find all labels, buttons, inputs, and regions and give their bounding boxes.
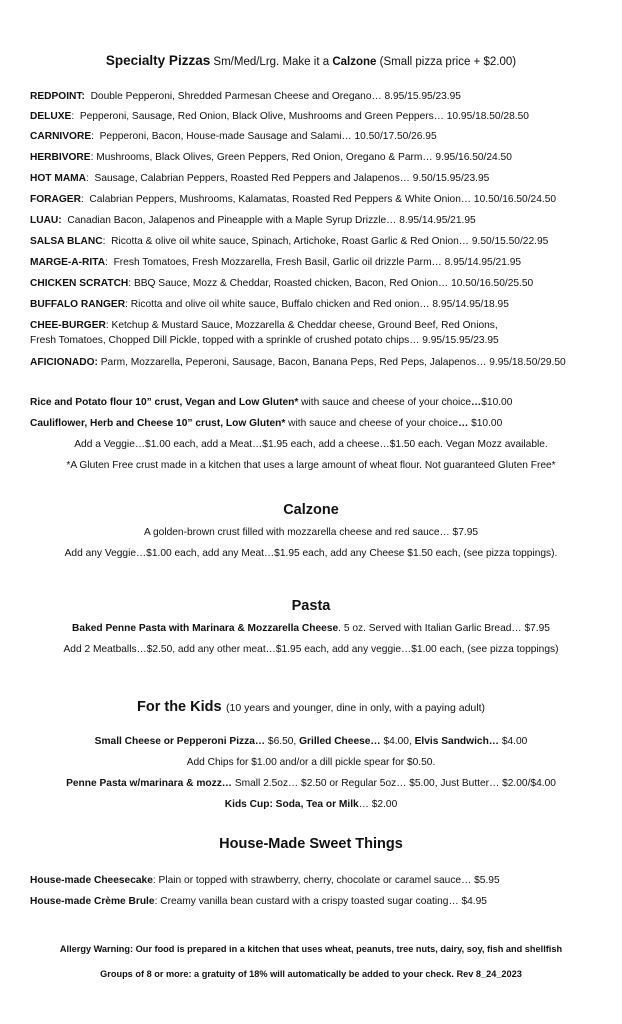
pasta-item <box>0 622 622 635</box>
kids-penne <box>0 777 622 790</box>
calzone-title: Calzone <box>283 502 339 518</box>
crust-desc: with sauce and cheese of your choice <box>285 418 459 429</box>
pizza-desc: : Ricotta and olive oil white sauce, Buffalo chicken and Red onion… 8.95/14.95/18.95 <box>125 299 509 310</box>
pizza-name: CHICKEN SCRATCH <box>30 278 129 289</box>
kids-item-desc: Small 2.5oz… $2.50 or Regular 5oz… $5.00, Just Butter… $2.00/$4.00 <box>231 778 556 789</box>
pizza-name: AFICIONADO: <box>30 357 98 368</box>
kids-item-price: $6.50, <box>265 736 300 747</box>
pizza-item <box>30 172 605 185</box>
kids-item-name: Elvis Sandwich… <box>414 736 499 747</box>
pizza-name: CARNIVORE <box>30 131 92 142</box>
pizza-desc: : Calabrian Peppers, Mushrooms, Kalamatas, Roasted Red Peppers & White Onion… 10.50/16.50/24.50 <box>80 194 557 205</box>
calzone-note: (Small pizza price + $2.00) <box>379 56 517 68</box>
calzone-addons: Add any Veggie…$1.00 each, add any Meat…$1.95 each, add any Cheese $1.50 each, (see pizza toppings). <box>64 548 558 559</box>
pizza-item <box>30 130 605 143</box>
pizza-desc: Canadian Bacon, Jalapenos and Pineapple with a Maple Syrup Drizzle… 8.95/14.95/21.95 <box>61 215 476 226</box>
crust-desc: with sauce and cheese of your choice <box>298 397 472 408</box>
rice-potato-crust <box>30 396 605 409</box>
pizza-name: HOT MAMA <box>30 173 87 184</box>
kids-item-name: Penne Pasta w/marinara & mozz… <box>66 778 232 789</box>
dessert-desc: : Creamy vanilla bean custard with a crispy toasted sugar coating… $4.95 <box>154 896 487 907</box>
pizza-name: LUAU: <box>30 215 62 226</box>
allergy-warning: Allergy Warning: Our food is prepared in a kitchen that uses wheat, peanuts, tree nuts, dairy, soy, fish and shellfish <box>59 944 563 954</box>
pizza-item <box>30 356 605 369</box>
specialty-pizzas-header <box>0 53 622 68</box>
kids-title: For the Kids <box>136 699 222 715</box>
pizza-item <box>30 277 605 290</box>
pizza-name: DELUXE <box>30 111 72 122</box>
kids-item-price: $4.00 <box>498 736 528 747</box>
pizza-name: FORAGER <box>30 194 81 205</box>
crust-price: $10.00 <box>481 397 513 408</box>
pizza-name: CHEE-BURGER <box>30 320 106 331</box>
dots: … <box>471 397 482 408</box>
pasta-title: Pasta <box>291 598 331 614</box>
pizza-desc: Double Pepperoni, Shredded Parmesan Cheese and Oregano… 8.95/15.95/23.95 <box>84 91 461 102</box>
pizza-desc: Parm, Mozzarella, Peperoni, Sausage, Bacon, Banana Peps, Red Peps, Jalapenos… 9.95/18.50/29.50 <box>97 357 566 368</box>
pizza-desc-continued: Fresh Tomatoes, Chopped Dill Pickle, topped with a sprinkle of crushed potato chips… 9.95/15.95/23.95 <box>30 335 499 346</box>
calzone-word: Calzone <box>332 56 377 68</box>
dessert-name: House-made Crème Brule <box>30 896 155 907</box>
kids-item-name: Kids Cup: Soda, Tea or Milk <box>224 799 359 810</box>
cheesecake-item <box>30 874 605 887</box>
kids-item-price: $4.00, <box>380 736 415 747</box>
crust-name: Rice and Potato flour 10” crust, Vegan and Low Gluten* <box>30 397 299 408</box>
dots: … <box>458 418 469 429</box>
pizza-item <box>30 214 605 227</box>
pizza-item <box>30 256 605 269</box>
kids-item-price: … $2.00 <box>358 799 398 810</box>
gratuity-note: Groups of 8 or more: a gratuity of 18% will automatically be added to your check. Rev 8_24_2023 <box>100 969 522 979</box>
pasta-addons: Add 2 Meatballs…$2.50, add any other meat…$1.95 each, add any veggie…$1.00 each, (see pizza toppings) <box>63 644 559 655</box>
pizza-item <box>30 110 605 123</box>
kids-header <box>0 698 622 716</box>
sizes-text: Sm/Med/Lrg. Make it a <box>213 56 330 68</box>
kids-chips: Add Chips for $1.00 and/or a dill pickle spear for $0.50. <box>186 757 436 768</box>
dessert-desc: : Plain or topped with strawberry, cherry, chocolate or caramel sauce… $5.95 <box>152 875 500 886</box>
kids-item-name: Small Cheese or Pepperoni Pizza… <box>94 736 266 747</box>
crust-price: $10.00 <box>468 418 503 429</box>
dessert-name: House-made Cheesecake <box>30 875 153 886</box>
pizza-name: REDPOINT: <box>30 91 85 102</box>
pizza-item <box>30 193 605 206</box>
crust-addons: Add a Veggie…$1.00 each, add a Meat…$1.95 each, add a cheese…$1.50 each. Vegan Mozz available. <box>74 439 548 450</box>
pizza-item <box>30 235 605 248</box>
calzone-desc: A golden-brown crust filled with mozzarella cheese and red sauce… $7.95 <box>143 527 479 538</box>
pizza-desc: : Sausage, Calabrian Peppers, Roasted Red Peppers and Jalapenos… 9.50/15.95/23.95 <box>86 173 490 184</box>
specialty-pizzas-title: Specialty Pizzas <box>105 53 211 68</box>
creme-brule-item <box>30 895 605 908</box>
cauliflower-crust <box>30 417 605 430</box>
pizza-name: BUFFALO RANGER <box>30 299 126 310</box>
pasta-name: Baked Penne Pasta with Marinara & Mozzarella Cheese <box>72 623 339 634</box>
sweets-title: House-Made Sweet Things <box>219 836 403 852</box>
pizza-desc: : Ketchup & Mustard Sauce, Mozzarella & Cheddar cheese, Ground Beef, Red Onions, <box>105 320 498 331</box>
pizza-item <box>30 319 605 332</box>
pizza-name: MARGE-A-RITA <box>30 257 106 268</box>
gluten-note: *A Gluten Free crust made in a kitchen that uses a large amount of wheat flour. Not guaranteed Gluten Free* <box>66 460 556 471</box>
pizza-item <box>30 298 605 311</box>
kids-subtitle: (10 years and younger, dine in only, with a paying adult) <box>226 702 485 714</box>
kids-cup <box>0 798 622 811</box>
pizza-desc: : Ricotta & olive oil white sauce, Spinach, Artichoke, Roast Garlic & Red Onion… 9.50/15.50/22.95 <box>102 236 549 247</box>
pizza-name: SALSA BLANC <box>30 236 103 247</box>
pizza-desc: : Mushrooms, Black Olives, Green Peppers, Red Onion, Oregano & Parm… 9.95/16.50/24.50 <box>90 152 512 163</box>
kids-items <box>0 735 622 748</box>
pizza-item <box>30 90 605 103</box>
pizza-desc: : Pepperoni, Sausage, Red Onion, Black Olive, Mushrooms and Green Peppers… 10.95/18.50/28.50 <box>71 111 529 122</box>
pizza-name: HERBIVORE <box>30 152 91 163</box>
pizza-desc: : Pepperoni, Bacon, House-made Sausage and Salami… 10.50/17.50/26.95 <box>91 131 437 142</box>
pizza-desc: : Fresh Tomatoes, Fresh Mozzarella, Fresh Basil, Garlic oil drizzle Parm… 8.95/14.95/21.95 <box>105 257 522 268</box>
pasta-desc: . 5 oz. Served with Italian Garlic Bread… $7.95 <box>338 623 550 634</box>
pizza-desc: : BBQ Sauce, Mozz & Cheddar, Roasted chicken, Bacon, Red Onion… 10.50/16.50/25.50 <box>128 278 534 289</box>
crust-name: Cauliflower, Herb and Cheese 10” crust, Low Gluten* <box>30 418 286 429</box>
pizza-item <box>30 151 605 164</box>
kids-item-name: Grilled Cheese… <box>299 736 381 747</box>
